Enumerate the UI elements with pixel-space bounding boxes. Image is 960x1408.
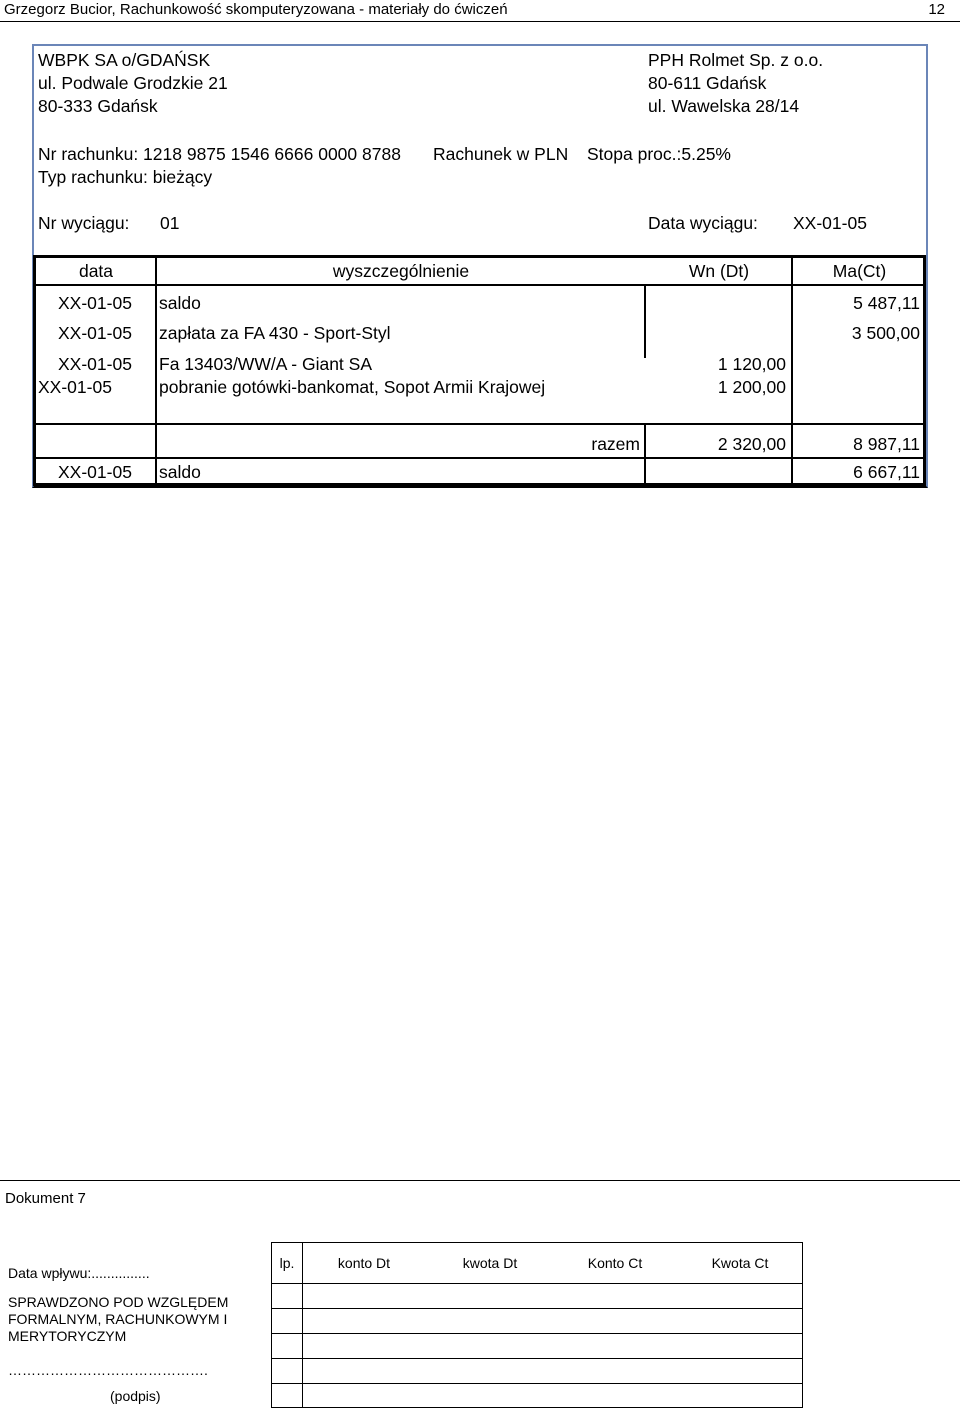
closing-credit: 6 667,11 <box>853 462 920 482</box>
account-type: Typ rachunku: bieżący <box>38 167 213 187</box>
divider <box>644 286 646 358</box>
col-header-credit: Ma(Ct) <box>832 261 887 281</box>
statement-date-label: Data wyciągu: <box>648 213 758 233</box>
statement-nr-label: Nr wyciągu: <box>38 213 130 233</box>
closing-date: XX-01-05 <box>58 462 132 482</box>
divider <box>272 1308 802 1309</box>
signature-label: (podpis) <box>110 1388 161 1404</box>
divider <box>155 458 157 483</box>
account-currency: Rachunek w PLN <box>433 144 569 164</box>
divider <box>272 1283 802 1284</box>
col-header-lp: lp. <box>279 1255 295 1271</box>
accounting-table <box>271 1242 803 1408</box>
col-header-kwota-dt: kwota Dt <box>462 1255 518 1271</box>
divider <box>272 1383 802 1384</box>
row-date: XX-01-05 <box>58 293 132 313</box>
row-description: saldo <box>159 293 201 313</box>
total-debit: 2 320,00 <box>717 434 786 454</box>
account-number: Nr rachunku: 1218 9875 1546 6666 0000 8788 <box>38 144 401 164</box>
bank-name: WBPK SA o/GDAŃSK <box>38 50 211 70</box>
col-header-konto-ct: Konto Ct <box>587 1255 643 1271</box>
header-title: Grzegorz Bucior, Rachunkowość skomputeryzowana - materiały do ćwiczeń <box>4 1 508 18</box>
divider <box>36 284 923 286</box>
statement-date-value: XX-01-05 <box>793 213 867 233</box>
holder-name: PPH Rolmet Sp. z o.o. <box>648 50 824 70</box>
row-credit: 3 500,00 <box>851 323 920 343</box>
divider <box>644 424 646 483</box>
row-debit: 1 200,00 <box>717 377 786 397</box>
col-header-description: wyszczególnienie <box>332 261 470 281</box>
verification-line-2: FORMALNYM, RACHUNKOWYM I <box>8 1311 228 1327</box>
holder-street: ul. Wawelska 28/14 <box>648 96 800 116</box>
holder-city: 80-611 Gdańsk <box>648 73 767 93</box>
divider <box>272 1333 802 1334</box>
divider <box>36 457 923 459</box>
running-header <box>0 0 960 22</box>
bank-city: 80-333 Gdańsk <box>38 96 158 116</box>
row-credit: 5 487,11 <box>853 293 920 313</box>
col-header-debit: Wn (Dt) <box>688 261 750 281</box>
footer-divider <box>0 1180 960 1181</box>
signature-dots: ……………………………………. <box>8 1362 208 1378</box>
transactions-table <box>33 255 926 486</box>
closing-description: saldo <box>159 462 201 482</box>
received-date: Data wpływu:............... <box>8 1265 150 1281</box>
account-rate: Stopa proc.:5.25% <box>587 144 731 164</box>
total-label: razem <box>591 434 640 454</box>
page-number: 12 <box>928 1 945 18</box>
row-date: XX-01-05 <box>38 377 112 397</box>
document-label: Dokument 7 <box>5 1190 86 1207</box>
verification-line-3: MERYTORYCZYM <box>8 1328 127 1344</box>
row-date: XX-01-05 <box>58 354 132 374</box>
row-description: pobranie gotówki-bankomat, Sopot Armii Krajowej <box>159 377 546 397</box>
divider <box>155 258 157 458</box>
statement-nr-value: 01 <box>160 213 180 233</box>
divider <box>36 423 923 425</box>
row-description: Fa 13403/WW/A - Giant SA <box>159 354 372 374</box>
col-header-data: data <box>78 261 114 281</box>
total-credit: 8 987,11 <box>853 434 920 454</box>
col-header-kwota-ct: Kwota Ct <box>711 1255 769 1271</box>
row-debit: 1 120,00 <box>717 354 786 374</box>
verification-line-1: SPRAWDZONO POD WZGLĘDEM <box>8 1294 229 1310</box>
row-description: zapłata za FA 430 - Sport-Styl <box>159 323 391 343</box>
row-date: XX-01-05 <box>58 323 132 343</box>
divider <box>791 424 793 483</box>
divider <box>272 1358 802 1359</box>
col-header-konto-dt: konto Dt <box>337 1255 391 1271</box>
bank-street: ul. Podwale Grodzkie 21 <box>38 73 228 93</box>
